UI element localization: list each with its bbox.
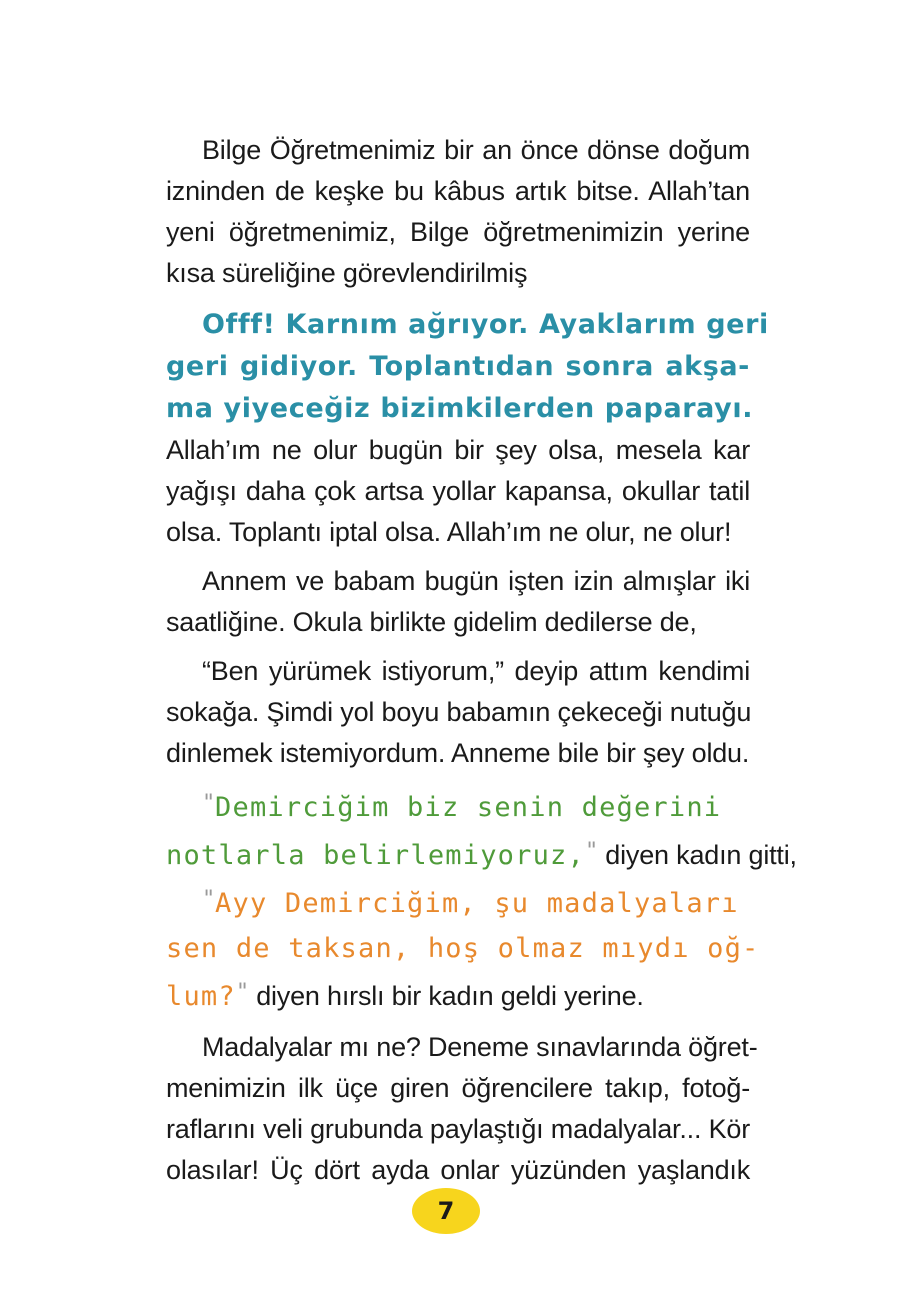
- green-quote-block: [166, 782, 797, 878]
- paragraph-line: kısa süreliğine görevlendirilmiş: [166, 258, 528, 288]
- paragraph-line: menimizin ilk üçe giren öğrencilere takıp, fotoğ-: [166, 1073, 750, 1103]
- paragraph-5: [166, 1027, 758, 1191]
- paragraph-line: yağışı daha çok artsa yollar kapansa, okullar tatil: [166, 476, 750, 506]
- teal-thought-block: [166, 304, 769, 430]
- green-quote-line-2: [166, 830, 797, 878]
- green-quote-text: [202, 782, 721, 830]
- orange-quote-line-1: [166, 878, 750, 926]
- thought-line: geri gidiyor. Toplantıdan sonra akşa-: [166, 351, 750, 382]
- orange-quote-line2: sen de taksan, hoş olmaz mıydı oğ-: [166, 933, 760, 964]
- page-number: 7: [437, 1197, 455, 1225]
- orange-quote-after-text: diyen hırslı bir kadın geldi yerine.: [256, 981, 644, 1011]
- paragraph-line: raflarını veli grubunda paylaştığı madalyalar... Kör: [166, 1114, 750, 1144]
- paragraph-2: [166, 430, 750, 553]
- paragraph-line: dinlemek istemiyordum. Anneme bile bir şey oldu.: [166, 738, 750, 768]
- orange-quote-line3: lum?: [166, 981, 236, 1012]
- orange-quote-line1: Ayy Demirciğim, şu madalyaları: [215, 888, 739, 919]
- green-quote-line2: notlarla belirlemiyoruz,: [166, 840, 585, 871]
- page-content: [166, 130, 797, 1199]
- green-quote-after-text: diyen kadın gitti,: [605, 840, 797, 870]
- thought-line: Offf! Karnım ağrıyor. Ayaklarım geri: [202, 309, 769, 340]
- page-number-badge: [412, 1188, 480, 1234]
- paragraph-line: saatliğine. Okula birlikte gidelim dedilerse de,: [166, 607, 697, 637]
- green-quote-line-1: [166, 782, 750, 830]
- paragraph-line: Annem ve babam bugün işten izin almışlar iki: [202, 566, 750, 596]
- paragraph-line: olsa. Toplantı iptal olsa. Allah’ım ne olur, ne olur!: [166, 517, 732, 547]
- orange-quote-line-3: [166, 971, 750, 1019]
- orange-quote-block: [166, 878, 760, 1019]
- paragraph-line: “Ben yürümek istiyorum,” deyip attım kendimi: [202, 656, 750, 686]
- open-quote-mark: ": [202, 887, 216, 912]
- paragraph-line: Madalyalar mı ne? Deneme sınavlarında öğret-: [202, 1032, 758, 1062]
- close-quote-mark: ": [584, 839, 598, 864]
- paragraph-line: izninden de keşke bu kâbus artık bitse. Allah’tan: [166, 176, 750, 206]
- paragraph-line: Allah’ım ne olur bugün bir şey olsa, mesela kar: [166, 435, 750, 465]
- paragraph-1: [166, 130, 750, 294]
- green-quote-line1: Demirciğim biz senin değerini: [215, 792, 722, 823]
- paragraph-line: sokağa. Şimdi yol boyu babamın çekeceği nutuğu: [166, 697, 752, 727]
- orange-quote-line-2: [166, 926, 760, 971]
- close-quote-mark: ": [235, 980, 249, 1005]
- paragraph-line: Bilge Öğretmenimiz bir an önce dönse doğum: [202, 135, 750, 165]
- thought-line: ma yiyeceğiz bizimkilerden paparayı.: [166, 393, 754, 424]
- paragraph-line: yeni öğretmenimiz, Bilge öğretmenimizin yerine: [166, 217, 750, 247]
- paragraph-3: [166, 561, 750, 643]
- paragraph-line: olasılar! Üç dört ayda onlar yüzünden yaşlandık: [166, 1155, 750, 1185]
- open-quote-mark: ": [202, 791, 216, 816]
- paragraph-4: [166, 651, 750, 774]
